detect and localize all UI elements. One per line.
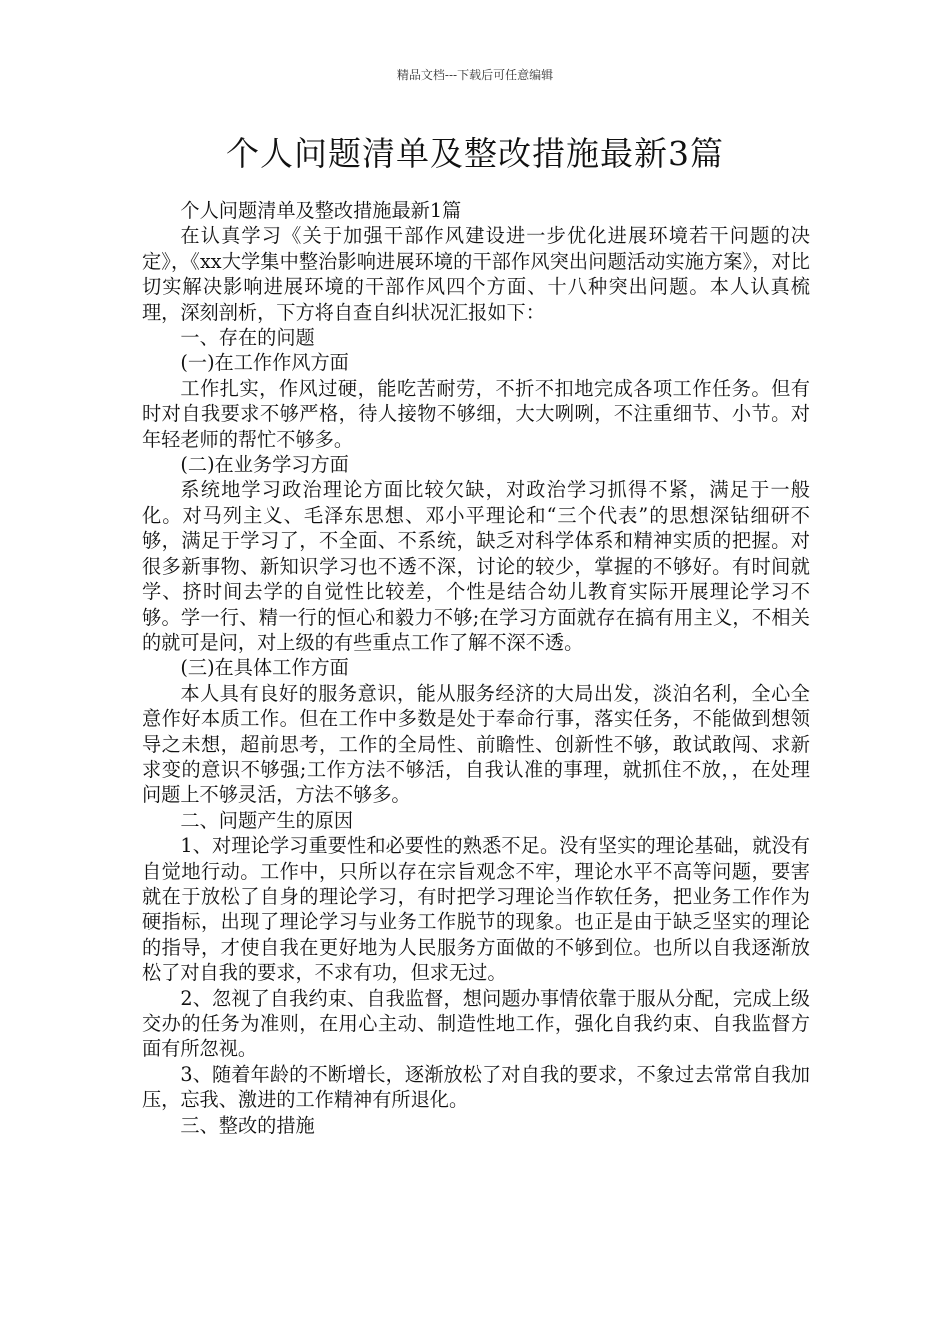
paragraph-specific-work: 本人具有良好的服务意识，能从服务经济的大局出发，淡泊名利，全心全意作好本质工作。但在工作中多数是处于奉命行事，落实任务，不能做到想领导之未想，超前思考，工作的全局性、前瞻性、创新性不够，敢试敢闯、求新求变的意识不够强;工作方法不够活，自我认准的事理，就抓住不放，，在处理问题上不够灵活，方法不够多。 bbox=[142, 681, 810, 807]
heading-causes: 二、问题产生的原因 bbox=[180, 808, 354, 832]
heading-measures: 三、整改的措施 bbox=[180, 1113, 315, 1137]
subheading-specific-work: (三)在具体工作方面 bbox=[180, 656, 349, 680]
section-subtitle: 个人问题清单及整改措施最新1篇 bbox=[180, 199, 462, 222]
document-body bbox=[142, 198, 810, 1138]
subheading-work-style: (一)在工作作风方面 bbox=[180, 351, 349, 375]
header-note: 精品文档---下载后可任意编辑 bbox=[396, 68, 554, 82]
paragraph-work-style: 工作扎实，作风过硬，能吃苦耐劳，不折不扣地完成各项工作任务。但有时对自我要求不够严格，待人接物不够细，大大咧咧，不注重细节、小节。对年轻老师的帮忙不够多。 bbox=[142, 376, 810, 451]
paragraph-intro: 在认真学习《关于加强干部作风建设进一步优化进展环境若干问题的决定》，《xx大学集中整治影响进展环境的干部作风突出问题活动实施方案》，对比切实解决影响进展环境的干部作风四个方面、十八种突出问题。本人认真梳理，深刻剖析，下方将自查自纠状况汇报如下： bbox=[142, 224, 810, 324]
paragraph-study: 系统地学习政治理论方面比较欠缺，对政治学习抓得不紧，满足于一般化。对马列主义、毛泽东思想、邓小平理论和“三个代表”的思想深钻细研不够，满足于学习了，不全面、不系统，缺乏对科学体系和精神实质的把握。对很多新事物、新知识学习也不透不深，讨论的较少，掌握的不够好。有时间就学、挤时间去学的自觉性比较差，个性是结合幼儿教育实际开展理论学习不够。学一行、精一行的恒心和毅力不够;在学习方面就存在搞有用主义，不相关的就可是问，对上级的有些重点工作了解不深不透。 bbox=[142, 478, 810, 654]
heading-problems: 一、存在的问题 bbox=[180, 326, 315, 350]
paragraph-cause-3: 3、随着年龄的不断增长，逐渐放松了对自我的要求，不象过去常常自我加压，忘我、激进的工作精神有所退化。 bbox=[142, 1062, 810, 1112]
document-title: 个人问题清单及整改措施最新3篇 bbox=[226, 134, 724, 173]
paragraph-cause-2: 2、忽视了自我约束、自我监督，想问题办事情依靠于服从分配，完成上级交办的任务为准则，在用心主动、制造性地工作，强化自我约束、自我监督方面有所忽视。 bbox=[142, 986, 810, 1061]
subheading-study: (二)在业务学习方面 bbox=[180, 453, 349, 477]
paragraph-cause-1: 1、对理论学习重要性和必要性的熟悉不足。没有坚实的理论基础，就没有自觉地行动。工作中，只所以存在宗旨观念不牢，理论水平不高等问题，要害就在于放松了自身的理论学习，有时把学习理论当作软任务，把业务工作作为硬指标，出现了理论学习与业务工作脱节的现象。也正是由于缺乏坚实的理论的指导，才使自我在更好地为人民服务方面做的不够到位。也所以自我逐渐放松了对自我的要求，不求有功，但求无过。 bbox=[142, 834, 810, 985]
